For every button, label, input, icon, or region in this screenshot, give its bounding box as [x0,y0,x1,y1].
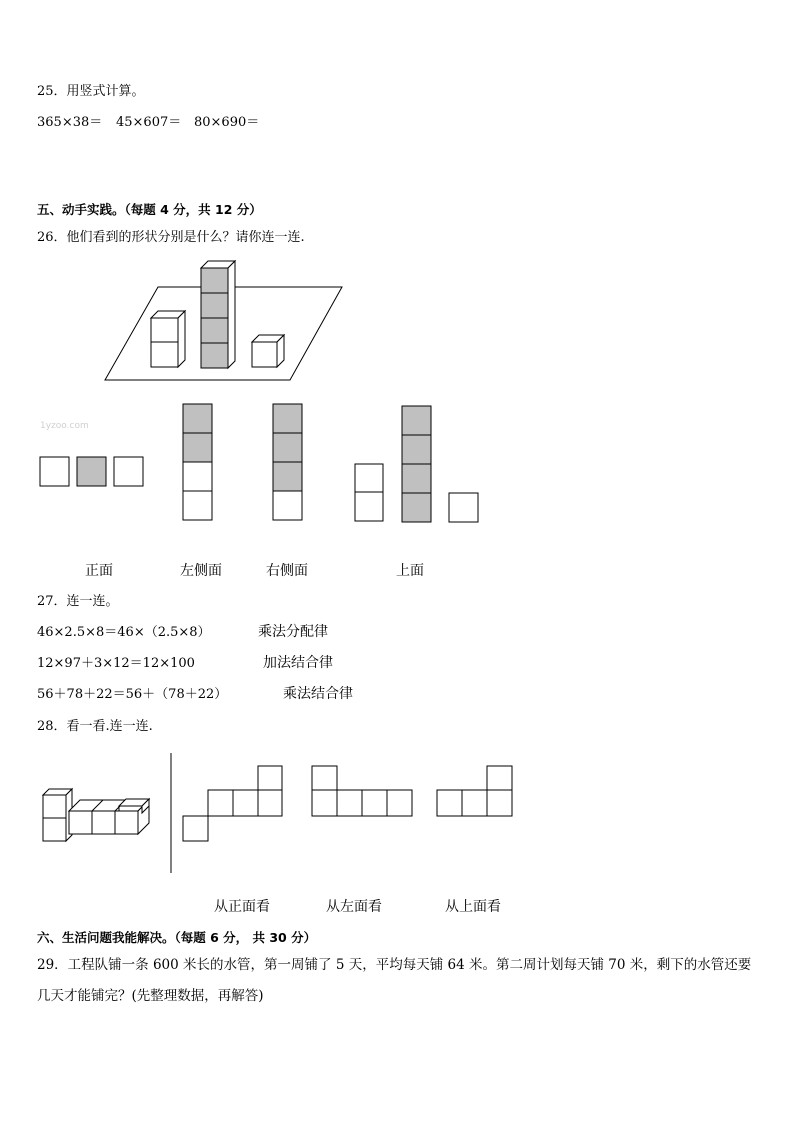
q27-left-1: 46×2.5×8＝46×（2.5×8） [37,625,211,640]
q26-label-top: 上面 [396,563,424,579]
q27-left-2: 12×97＋3×12＝12×100 [37,656,195,671]
q29-line-2: 几天才能铺完？(先整理数据，再解答) [37,988,264,1004]
q28-option-3 [437,766,512,816]
q27-right-1: 乘法分配律 [258,624,328,640]
q26-title: 26．他们看到的形状分别是什么？请你连一连. [37,230,305,245]
q27-title: 27．连一连。 [37,594,119,609]
q25-title: 25．用竖式计算。 [37,84,145,99]
q26-label-front: 正面 [85,563,113,579]
q26-label-right-side: 右侧面 [266,563,308,579]
section6-heading: 六、生活问题我能解决。（每题 6 分， 共 30 分） [37,930,317,945]
q28-label-top: 从上面看 [445,899,501,915]
q28-option-2 [312,766,412,816]
q28-title: 28．看一看.连一连. [37,719,153,734]
q28-label-left: 从左面看 [326,899,382,915]
watermark: 1yzoo.com [40,421,89,431]
section5-heading: 五、动手实践。（每题 4 分，共 12 分） [37,202,262,217]
q25-expr-1: 365×38＝ [37,115,103,130]
q29-line-1: 29．工程队铺一条 600 米长的水管，第一周铺了 5 天，平均每天铺 64 米。第二周计划每天铺 70 米，剩下的水管还要 [37,957,752,973]
q25-expr-3: 80×690＝ [194,115,260,130]
q27-right-2: 加法结合律 [263,655,333,671]
q27-left-3: 56＋78＋22＝56＋（78＋22） [37,687,228,702]
q25-expr-2: 45×607＝ [116,115,182,130]
q27-right-3: 乘法结合律 [283,686,353,702]
q28-option-1 [183,766,282,841]
q28-solid [43,789,149,841]
q28-label-front: 从正面看 [214,899,270,915]
q26-label-left-side: 左侧面 [180,563,222,579]
